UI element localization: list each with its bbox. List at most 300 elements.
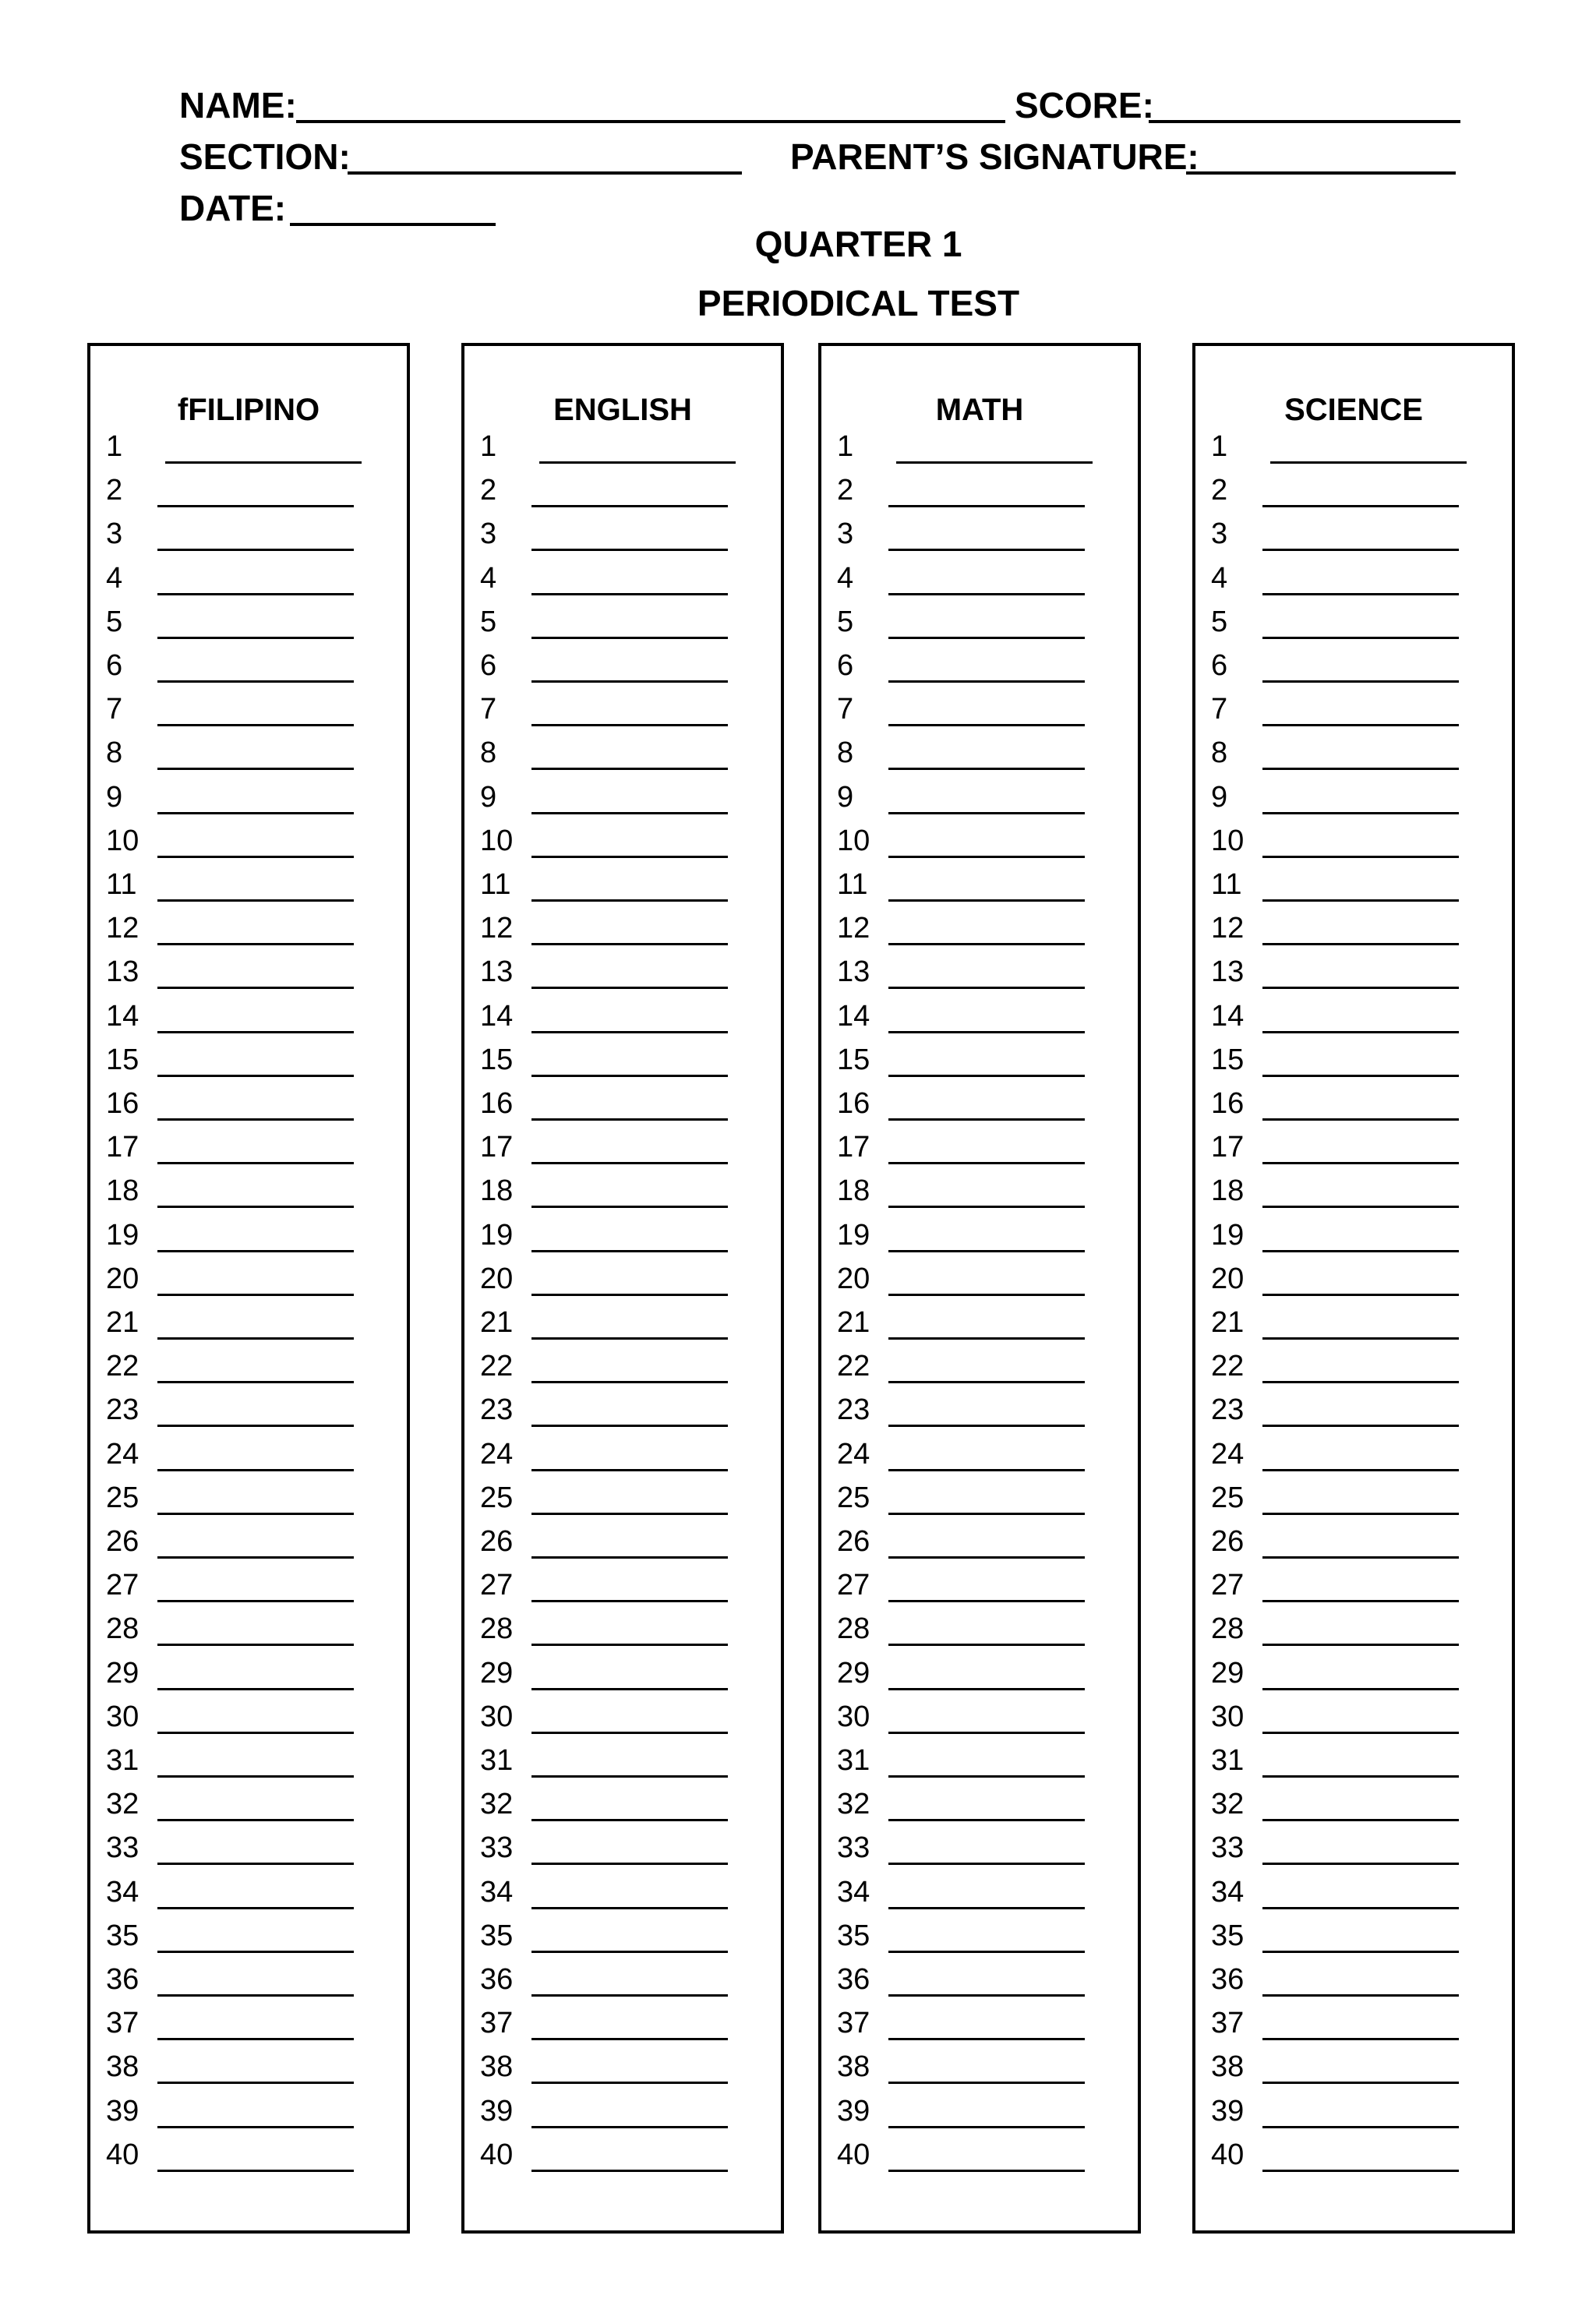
answer-blank[interactable] xyxy=(157,1162,354,1164)
answer-blank[interactable] xyxy=(888,1206,1085,1208)
answer-blank[interactable] xyxy=(531,1031,728,1033)
answer-blank[interactable] xyxy=(531,899,728,902)
answer-row xyxy=(472,519,768,563)
answer-blank[interactable] xyxy=(157,1907,354,1909)
answer-row xyxy=(98,694,394,738)
item-number: 31 xyxy=(480,1744,514,1777)
answer-blank[interactable] xyxy=(1262,505,1459,507)
answer-blank[interactable] xyxy=(531,1556,728,1559)
answer-blank[interactable] xyxy=(1262,1206,1459,1208)
answer-row xyxy=(98,1614,394,1658)
answer-blank[interactable] xyxy=(1262,1994,1459,1997)
item-number: 23 xyxy=(106,1393,139,1427)
answer-blank[interactable] xyxy=(531,2170,728,2172)
answer-row xyxy=(829,1045,1125,1089)
answer-blank[interactable] xyxy=(1262,2170,1459,2172)
item-number: 30 xyxy=(1211,1700,1245,1733)
answer-blank[interactable] xyxy=(531,1775,728,1778)
answer-row xyxy=(829,694,1125,738)
item-number: 3 xyxy=(837,517,854,551)
column-title: MATH xyxy=(935,393,1024,427)
answer-blank[interactable] xyxy=(1270,461,1467,464)
answer-blank[interactable] xyxy=(1262,724,1459,726)
item-number: 29 xyxy=(1211,1656,1245,1690)
answer-blank[interactable] xyxy=(888,1162,1085,1164)
answer-blank[interactable] xyxy=(157,1775,354,1778)
answer-blank[interactable] xyxy=(157,505,354,507)
answer-blank[interactable] xyxy=(157,1294,354,1296)
answer-blank[interactable] xyxy=(157,2038,354,2040)
item-number: 7 xyxy=(837,693,854,726)
answer-blank[interactable] xyxy=(888,1425,1085,1427)
answer-blank[interactable] xyxy=(157,637,354,639)
item-number: 13 xyxy=(106,955,139,989)
answer-blank[interactable] xyxy=(157,856,354,858)
answer-blank[interactable] xyxy=(888,1118,1085,1121)
answer-blank[interactable] xyxy=(888,1688,1085,1690)
answer-blank[interactable] xyxy=(1262,768,1459,770)
item-number: 7 xyxy=(1211,693,1228,726)
item-number: 34 xyxy=(837,1875,870,1909)
item-number: 26 xyxy=(480,1525,514,1558)
answer-row xyxy=(472,432,768,475)
answer-blank[interactable] xyxy=(157,1732,354,1734)
answer-blank[interactable] xyxy=(1262,856,1459,858)
answer-blank[interactable] xyxy=(157,1951,354,1953)
answer-blank[interactable] xyxy=(1262,1819,1459,1821)
answer-blank[interactable] xyxy=(1262,2126,1459,2128)
answer-row xyxy=(98,1702,394,1746)
answer-blank[interactable] xyxy=(888,1075,1085,1077)
answer-blank[interactable] xyxy=(888,1294,1085,1296)
answer-blank[interactable] xyxy=(531,943,728,945)
answer-row xyxy=(1203,1001,1499,1045)
answer-row xyxy=(472,2096,768,2140)
answer-blank[interactable] xyxy=(1262,1732,1459,1734)
item-number: 25 xyxy=(1211,1481,1245,1514)
answer-blank[interactable] xyxy=(531,1162,728,1164)
answer-row xyxy=(472,1176,768,1220)
answer-blank[interactable] xyxy=(157,1031,354,1033)
item-number: 4 xyxy=(480,561,497,595)
answer-blank[interactable] xyxy=(531,724,728,726)
answer-blank[interactable] xyxy=(1262,1031,1459,1033)
answer-blank[interactable] xyxy=(888,1381,1085,1383)
answer-blank[interactable] xyxy=(157,2170,354,2172)
answer-blank[interactable] xyxy=(1262,2082,1459,2084)
item-number: 32 xyxy=(1211,1788,1245,1821)
answer-blank[interactable] xyxy=(531,1425,728,1427)
answer-blank[interactable] xyxy=(531,1469,728,1471)
answer-row xyxy=(829,607,1125,651)
column-title: ENGLISH xyxy=(553,393,692,427)
answer-blank[interactable] xyxy=(888,899,1085,902)
item-number: 32 xyxy=(106,1788,139,1821)
item-number: 39 xyxy=(1211,2094,1245,2128)
answer-blank[interactable] xyxy=(1262,899,1459,902)
answer-blank[interactable] xyxy=(888,1250,1085,1252)
item-number: 25 xyxy=(480,1481,514,1514)
answer-blank[interactable] xyxy=(157,1513,354,1515)
answer-row xyxy=(472,1877,768,1921)
answer-blank[interactable] xyxy=(1262,1907,1459,1909)
item-number: 37 xyxy=(480,2007,514,2040)
item-number: 36 xyxy=(1211,1963,1245,1996)
answer-blank[interactable] xyxy=(1262,1425,1459,1427)
answer-blank[interactable] xyxy=(888,1994,1085,1997)
answer-row xyxy=(829,1877,1125,1921)
item-number: 6 xyxy=(1211,649,1228,682)
answer-row xyxy=(1203,1702,1499,1746)
answer-blank[interactable] xyxy=(1262,549,1459,551)
answer-blank[interactable] xyxy=(531,549,728,551)
answer-blank[interactable] xyxy=(531,1337,728,1340)
item-number: 36 xyxy=(837,1963,870,1996)
answer-row xyxy=(829,2008,1125,2052)
answer-blank[interactable] xyxy=(1262,1556,1459,1559)
answer-blank[interactable] xyxy=(157,1994,354,1997)
answer-blank[interactable] xyxy=(531,1075,728,1077)
answer-blank[interactable] xyxy=(888,1337,1085,1340)
answer-blank[interactable] xyxy=(1262,1250,1459,1252)
answer-row xyxy=(829,2052,1125,2096)
answer-row xyxy=(98,1527,394,1570)
answer-blank[interactable] xyxy=(896,461,1093,464)
answer-blank[interactable] xyxy=(1262,1600,1459,1602)
item-number: 3 xyxy=(106,517,123,551)
answer-blank[interactable] xyxy=(157,680,354,683)
answer-blank[interactable] xyxy=(157,1425,354,1427)
item-number: 1 xyxy=(837,430,854,463)
item-number: 10 xyxy=(480,824,514,857)
answer-row xyxy=(98,1570,394,1614)
answer-blank[interactable] xyxy=(157,768,354,770)
answer-row xyxy=(829,1965,1125,2008)
answer-blank[interactable] xyxy=(1262,1951,1459,1953)
answer-blank[interactable] xyxy=(157,1863,354,1865)
item-number: 14 xyxy=(837,999,870,1033)
answer-blank[interactable] xyxy=(531,1513,728,1515)
answer-blank[interactable] xyxy=(1262,1513,1459,1515)
answer-row xyxy=(472,1614,768,1658)
answer-row xyxy=(472,913,768,957)
answer-blank[interactable] xyxy=(531,1206,728,1208)
answer-blank[interactable] xyxy=(531,1644,728,1646)
answer-blank[interactable] xyxy=(1262,2038,1459,2040)
item-number: 38 xyxy=(837,2050,870,2084)
answer-blank[interactable] xyxy=(157,943,354,945)
answer-blank[interactable] xyxy=(1262,1644,1459,1646)
answer-row xyxy=(472,2052,768,2096)
answer-blank[interactable] xyxy=(157,549,354,551)
answer-blank[interactable] xyxy=(157,1819,354,1821)
answer-row xyxy=(472,1483,768,1527)
answer-blank[interactable] xyxy=(157,1469,354,1471)
answer-blank[interactable] xyxy=(531,812,728,814)
answer-row xyxy=(98,651,394,694)
item-number: 39 xyxy=(106,2094,139,2128)
column-title: fFILIPINO xyxy=(177,393,320,427)
item-number: 18 xyxy=(1211,1174,1245,1208)
answer-row xyxy=(1203,432,1499,475)
item-number: 28 xyxy=(480,1612,514,1646)
answer-row xyxy=(98,1351,394,1395)
answer-blank[interactable] xyxy=(888,1907,1085,1909)
answer-row xyxy=(1203,651,1499,694)
answer-blank[interactable] xyxy=(531,593,728,595)
answer-blank[interactable] xyxy=(888,637,1085,639)
item-number: 33 xyxy=(480,1831,514,1865)
answer-row xyxy=(1203,1921,1499,1965)
answer-blank[interactable] xyxy=(531,1951,728,1953)
answer-blank[interactable] xyxy=(888,856,1085,858)
answer-blank[interactable] xyxy=(531,1863,728,1865)
item-number: 11 xyxy=(1211,868,1242,901)
item-number: 5 xyxy=(480,605,497,638)
item-number: 31 xyxy=(106,1744,139,1777)
answer-blank[interactable] xyxy=(888,943,1085,945)
answer-blank[interactable] xyxy=(531,1688,728,1690)
answer-row xyxy=(1203,1789,1499,1833)
answer-blank[interactable] xyxy=(888,2170,1085,2172)
answer-row xyxy=(829,1570,1125,1614)
answer-blank[interactable] xyxy=(888,1732,1085,1734)
item-number: 20 xyxy=(837,1262,870,1295)
answer-blank[interactable] xyxy=(531,1294,728,1296)
item-number: 34 xyxy=(1211,1875,1245,1909)
item-number: 22 xyxy=(837,1350,870,1383)
answer-blank[interactable] xyxy=(1262,1775,1459,1778)
answer-row xyxy=(472,1264,768,1308)
answer-blank[interactable] xyxy=(1262,987,1459,989)
answer-blank[interactable] xyxy=(1262,812,1459,814)
item-number: 24 xyxy=(837,1437,870,1471)
answer-blank[interactable] xyxy=(157,1075,354,1077)
score-label: SCORE: xyxy=(1015,85,1154,125)
answer-blank[interactable] xyxy=(888,1775,1085,1778)
answer-blank[interactable] xyxy=(531,1600,728,1602)
answer-row xyxy=(829,1789,1125,1833)
answer-row xyxy=(472,1220,768,1264)
item-number: 37 xyxy=(1211,2007,1245,2040)
answer-row xyxy=(829,519,1125,563)
answer-row xyxy=(829,1351,1125,1395)
item-number: 17 xyxy=(837,1131,870,1164)
answer-blank[interactable] xyxy=(157,1250,354,1252)
name-field[interactable] xyxy=(296,92,1005,123)
answer-blank[interactable] xyxy=(157,812,354,814)
answer-blank[interactable] xyxy=(165,461,362,464)
answer-blank[interactable] xyxy=(1262,1688,1459,1690)
answer-blank[interactable] xyxy=(531,1118,728,1121)
answer-blank[interactable] xyxy=(1262,1162,1459,1164)
answer-blank[interactable] xyxy=(157,1644,354,1646)
answer-row xyxy=(1203,1833,1499,1877)
answer-row xyxy=(829,1308,1125,1351)
answer-blank[interactable] xyxy=(888,1469,1085,1471)
answer-row xyxy=(829,1746,1125,1789)
item-number: 28 xyxy=(837,1612,870,1646)
answer-blank[interactable] xyxy=(888,680,1085,683)
answer-blank[interactable] xyxy=(531,1381,728,1383)
answer-row xyxy=(1203,782,1499,826)
answer-row xyxy=(829,651,1125,694)
answer-blank[interactable] xyxy=(888,1863,1085,1865)
answer-blank[interactable] xyxy=(888,2038,1085,2040)
answer-blank[interactable] xyxy=(1262,943,1459,945)
answer-blank[interactable] xyxy=(888,2082,1085,2084)
answer-blank[interactable] xyxy=(531,1994,728,1997)
answer-blank[interactable] xyxy=(157,1381,354,1383)
answer-blank[interactable] xyxy=(1262,1118,1459,1121)
answer-blank[interactable] xyxy=(888,2126,1085,2128)
answer-blank[interactable] xyxy=(1262,593,1459,595)
answer-blank[interactable] xyxy=(157,1688,354,1690)
answer-blank[interactable] xyxy=(888,1031,1085,1033)
item-number: 11 xyxy=(106,868,137,901)
answer-blank[interactable] xyxy=(531,2082,728,2084)
answer-column-math xyxy=(818,343,1141,2234)
answer-blank[interactable] xyxy=(531,987,728,989)
answer-blank[interactable] xyxy=(888,1556,1085,1559)
answer-row xyxy=(829,1264,1125,1308)
answer-row xyxy=(472,475,768,519)
answer-blank[interactable] xyxy=(157,899,354,902)
answer-row xyxy=(98,519,394,563)
answer-blank[interactable] xyxy=(157,1118,354,1121)
answer-blank[interactable] xyxy=(157,724,354,726)
answer-row xyxy=(472,1789,768,1833)
answer-row xyxy=(472,651,768,694)
answer-blank[interactable] xyxy=(531,768,728,770)
answer-row xyxy=(98,1176,394,1220)
item-number: 21 xyxy=(837,1306,870,1339)
item-number: 34 xyxy=(106,1875,139,1909)
answer-row xyxy=(1203,738,1499,782)
answer-blank[interactable] xyxy=(531,1250,728,1252)
answer-row xyxy=(472,1001,768,1045)
answer-blank[interactable] xyxy=(1262,1381,1459,1383)
answer-row xyxy=(98,1132,394,1176)
answer-row xyxy=(1203,2052,1499,2096)
answer-row xyxy=(472,1308,768,1351)
answer-column-filipino xyxy=(87,343,410,2234)
item-number: 2 xyxy=(1211,474,1228,507)
answer-blank[interactable] xyxy=(888,1513,1085,1515)
answer-blank[interactable] xyxy=(1262,1075,1459,1077)
answer-blank[interactable] xyxy=(531,1732,728,1734)
answer-row xyxy=(829,1132,1125,1176)
answer-blank[interactable] xyxy=(157,987,354,989)
answer-row xyxy=(472,1527,768,1570)
answer-blank[interactable] xyxy=(888,1951,1085,1953)
answer-blank[interactable] xyxy=(888,505,1085,507)
item-number: 15 xyxy=(1211,1043,1245,1076)
item-number: 21 xyxy=(106,1306,139,1339)
answer-row xyxy=(472,2140,768,2184)
answer-row xyxy=(98,870,394,913)
item-number: 39 xyxy=(837,2094,870,2128)
item-number: 14 xyxy=(1211,999,1245,1033)
item-number: 10 xyxy=(1211,824,1245,857)
parent-signature-field[interactable] xyxy=(1186,143,1456,175)
answer-blank[interactable] xyxy=(1262,1863,1459,1865)
answer-row xyxy=(829,1614,1125,1658)
answer-blank[interactable] xyxy=(157,2126,354,2128)
answer-row xyxy=(1203,1614,1499,1658)
answer-blank[interactable] xyxy=(157,1556,354,1559)
answer-row xyxy=(98,1877,394,1921)
answer-row xyxy=(472,1351,768,1395)
answer-blank[interactable] xyxy=(888,1600,1085,1602)
answer-blank[interactable] xyxy=(531,1907,728,1909)
item-number: 9 xyxy=(1211,780,1228,814)
answer-blank[interactable] xyxy=(888,1644,1085,1646)
section-field[interactable] xyxy=(348,143,742,175)
answer-row xyxy=(829,2096,1125,2140)
answer-blank[interactable] xyxy=(531,1819,728,1821)
answer-blank[interactable] xyxy=(157,593,354,595)
answer-blank[interactable] xyxy=(888,812,1085,814)
item-number: 29 xyxy=(480,1656,514,1690)
item-number: 9 xyxy=(106,780,123,814)
answer-blank[interactable] xyxy=(531,2126,728,2128)
item-number: 38 xyxy=(480,2050,514,2084)
answer-blank[interactable] xyxy=(888,724,1085,726)
answer-row xyxy=(98,1264,394,1308)
answer-blank[interactable] xyxy=(157,1206,354,1208)
answer-blank[interactable] xyxy=(157,1600,354,1602)
item-number: 33 xyxy=(837,1831,870,1865)
answer-row xyxy=(829,782,1125,826)
item-number: 7 xyxy=(106,693,123,726)
item-number: 40 xyxy=(480,2138,514,2171)
answer-blank[interactable] xyxy=(888,768,1085,770)
item-number: 35 xyxy=(480,1919,514,1952)
answer-blank[interactable] xyxy=(1262,1337,1459,1340)
answer-blank[interactable] xyxy=(531,856,728,858)
answer-blank[interactable] xyxy=(1262,637,1459,639)
item-number: 30 xyxy=(106,1700,139,1733)
answer-blank[interactable] xyxy=(1262,1294,1459,1296)
answer-row xyxy=(472,1570,768,1614)
item-number: 11 xyxy=(480,868,511,901)
item-number: 15 xyxy=(837,1043,870,1076)
answer-blank[interactable] xyxy=(1262,680,1459,683)
answer-blank[interactable] xyxy=(888,549,1085,551)
answer-blank[interactable] xyxy=(888,593,1085,595)
answer-blank[interactable] xyxy=(157,2082,354,2084)
answer-blank[interactable] xyxy=(888,1819,1085,1821)
answer-blank[interactable] xyxy=(531,637,728,639)
answer-blank[interactable] xyxy=(539,461,736,464)
answer-blank[interactable] xyxy=(888,987,1085,989)
item-number: 12 xyxy=(1211,912,1245,945)
item-number: 35 xyxy=(106,1919,139,1952)
answer-blank[interactable] xyxy=(531,2038,728,2040)
quarter-title: QUARTER 1 xyxy=(754,224,962,264)
score-field[interactable] xyxy=(1149,92,1460,123)
answer-blank[interactable] xyxy=(1262,1469,1459,1471)
answer-blank[interactable] xyxy=(157,1337,354,1340)
item-number: 17 xyxy=(480,1131,514,1164)
item-number: 25 xyxy=(837,1481,870,1514)
answer-row xyxy=(1203,607,1499,651)
date-field[interactable] xyxy=(290,195,496,226)
item-number: 37 xyxy=(837,2007,870,2040)
answer-blank[interactable] xyxy=(531,680,728,683)
answer-blank[interactable] xyxy=(531,505,728,507)
